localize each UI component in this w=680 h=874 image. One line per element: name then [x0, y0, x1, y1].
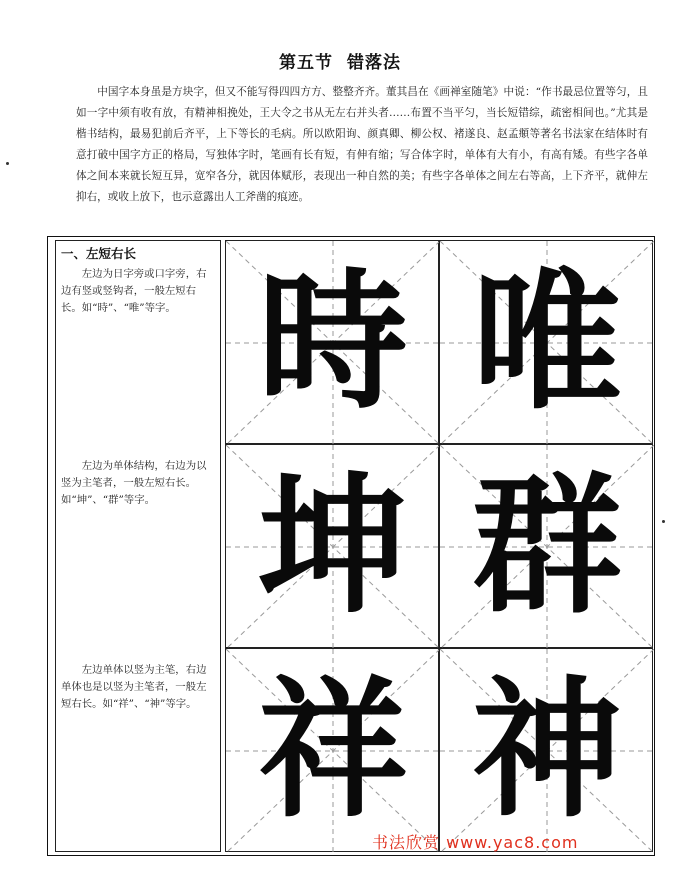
calligraphy-character: 唯 — [471, 256, 622, 430]
subsection-heading: 一、左短右长 — [61, 246, 137, 261]
calligraphy-character: 坤 — [257, 460, 408, 634]
notes-column — [55, 240, 221, 852]
grid-cell — [439, 648, 653, 852]
grid-cell — [225, 444, 439, 648]
grid-cell — [439, 240, 653, 444]
section-name: 错落法 — [347, 53, 401, 73]
grid-cell — [225, 648, 439, 852]
scan-speck — [662, 520, 665, 523]
section-number: 第五节 — [279, 53, 333, 73]
note-row-2: 左边为单体结构，右边为以竖为主笔者，一般左短右长。如“坤”、“群”等字。 — [61, 460, 207, 506]
character-grid — [225, 240, 653, 852]
calligraphy-character: 群 — [471, 460, 622, 634]
note-row-3: 左边单体以竖为主笔，右边单体也是以竖为主笔者，一般左短右长。如“祥”、“神”等字。 — [61, 664, 207, 710]
calligraphy-character: 神 — [471, 664, 622, 838]
scan-speck — [6, 162, 9, 165]
calligraphy-character: 時 — [257, 256, 408, 430]
intro-paragraph: 中国字本身虽是方块字，但又不能写得四四方方、整整齐齐。董其昌在《画禅室随笔》中说：“作书最忌位置等匀，且如一字中须有收有放，有精神相挽处，王大令之书从无左右并头者……布置不当平匀，当长短错综，疏密相间也。”尤其是楷书结构，最易犯前后齐平，上下等长的毛病。所以欧阳询、颜真卿、柳公权、褚遂良、赵孟頫等著名书法家在结体时有意打破中国字方正的格局，写独体字时，笔画有长有短，有伸有缩；写合体字时，单体有大有小，有高有矮。有些字各单体之间本来就长短互异，宽窄各分，就因体赋形，表现出一种自然的美；有些字各单体之间左右等高，上下齐平，就伸左抑右，或收上放下，也示意露出人工斧凿的痕迹。 — [76, 86, 648, 203]
grid-cell — [439, 444, 653, 648]
grid-cell — [225, 240, 439, 444]
site-watermark: 书法欣赏 www.yac8.com — [372, 833, 579, 852]
section-title — [0, 48, 680, 73]
calligraphy-character: 祥 — [257, 664, 408, 838]
note-row-1: 左边为日字旁或口字旁，右边有竖或竖钩者，一般左短右长。如“時”、“唯”等字。 — [61, 268, 207, 314]
